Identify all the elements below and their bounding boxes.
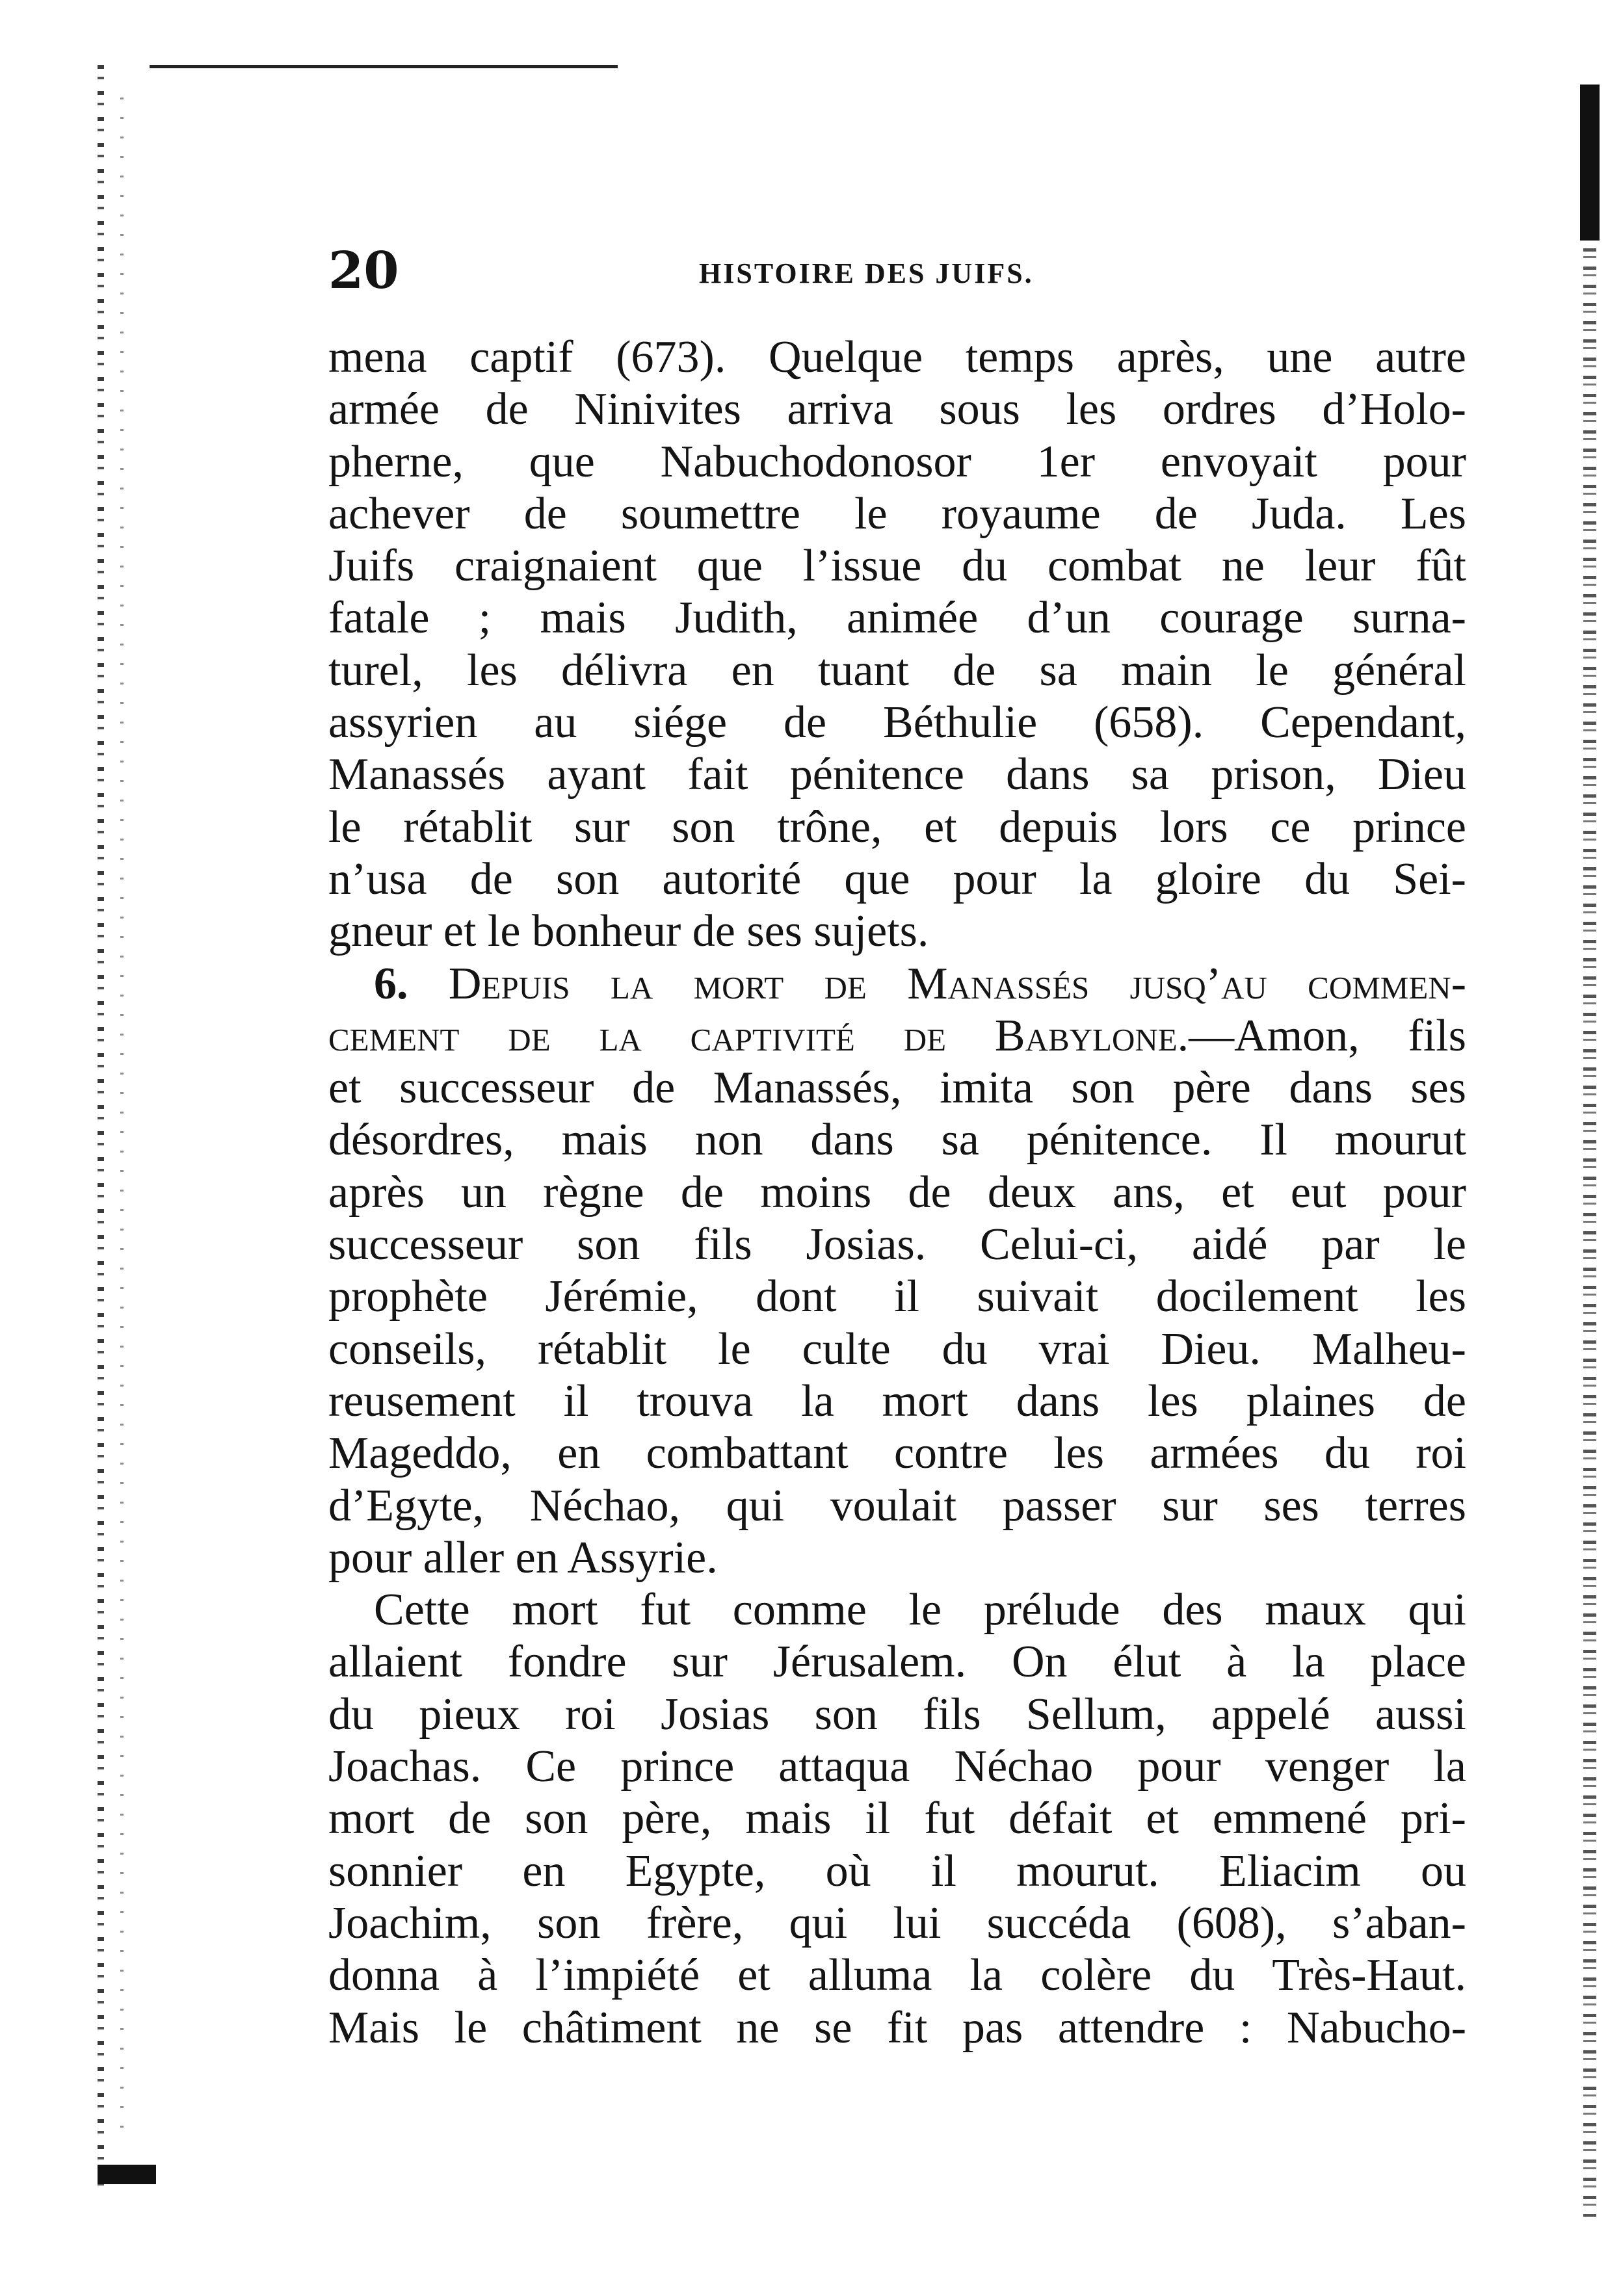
page-number: 20 <box>328 241 399 300</box>
text-line: armée de Ninivites arriva sous les ordres d’Holo- <box>328 384 1466 435</box>
text-line: du pieux roi Josias son fils Sellum, appelé aussi <box>328 1689 1466 1740</box>
text-line: conseils, rétablit le culte du vrai Dieu. Malheu- <box>328 1324 1466 1374</box>
section-heading-line <box>328 958 1466 1010</box>
section-text-start: —Amon, fils <box>1189 1010 1466 1061</box>
text-line: sonnier en Egypte, où il mourut. Eliacim ou <box>328 1846 1466 1896</box>
text-line: achever de soumettre le royaume de Juda. Les <box>328 488 1466 539</box>
text-line: après un règne de moins de deux ans, et eut pour <box>328 1167 1466 1218</box>
scan-edge-left <box>98 65 104 2191</box>
text-line: pour aller en Assyrie. <box>328 1532 718 1583</box>
text-line: turel, les délivra en tuant de sa main le général <box>328 645 1466 696</box>
paragraph-3 <box>328 1584 1466 2054</box>
text-line: n’usa de son autorité que pour la gloire du Sei- <box>328 854 1466 904</box>
text-line: Mageddo, en combattant contre les armées du roi <box>328 1428 1466 1479</box>
text-line: allaient fondre sur Jérusalem. On élut à la place <box>328 1637 1466 1688</box>
scan-edge-left-inner <box>120 98 124 2145</box>
text-line: successeur son fils Josias. Celui-ci, aidé par le <box>328 1220 1466 1270</box>
text-line: Cette mort fut comme le prélude des maux qui <box>374 1585 1466 1636</box>
text-line: assyrien au siége de Béthulie (658). Cependant, <box>328 698 1466 748</box>
text-line: fatale ; mais Judith, animée d’un courage surna- <box>328 593 1466 644</box>
paragraph-1 <box>328 332 1466 958</box>
text-line: gneur et le bonheur de ses sujets. <box>328 906 929 957</box>
text-line: Joachas. Ce prince attaqua Néchao pour venger la <box>328 1742 1466 1792</box>
text-line: le rétablit sur son trône, et depuis lors ce prince <box>328 802 1466 852</box>
section-heading-line <box>328 1010 1466 1062</box>
text-line: désordres, mais non dans sa pénitence. Il mourut <box>328 1115 1466 1166</box>
page-body <box>328 332 1466 2054</box>
page-header <box>328 242 1492 300</box>
scan-edge-right-top <box>1580 85 1600 241</box>
running-title: HISTOIRE DES JUIFS. <box>699 257 1034 289</box>
text-line: mort de son père, mais il fut défait et emmené pri- <box>328 1794 1466 1844</box>
section-heading-part-2: cement de la captivité de Babylone. <box>328 1010 1189 1061</box>
section-6 <box>328 958 1466 1585</box>
text-line: Juifs craignaient que l’issue du combat ne leur fût <box>328 541 1466 592</box>
text-line: et successeur de Manassés, imita son père dans ses <box>328 1063 1466 1114</box>
text-line: prophète Jérémie, dont il suivait docilement les <box>328 1272 1466 1322</box>
text-line: reusement il trouva la mort dans les plaines de <box>328 1376 1466 1426</box>
text-line: donna à l’impiété et alluma la colère du Très-Haut. <box>328 1950 1466 2001</box>
text-line: Mais le châtiment ne se fit pas attendre : Nabucho- <box>328 2002 1466 2053</box>
text-line: Joachim, son frère, qui lui succéda (608), s’aban- <box>328 1898 1466 1948</box>
text-line: Manassés ayant fait pénitence dans sa prison, Dieu <box>328 750 1466 800</box>
text-line: pherne, que Nabuchodonosor 1er envoyait pour <box>328 436 1466 487</box>
scan-edge-top <box>150 65 618 68</box>
section-number: 6. <box>374 958 408 1009</box>
scan-edge-left-foot <box>98 2165 156 2184</box>
section-heading-part-1: Depuis la mort de Manassés jusq’au commen- <box>448 958 1466 1009</box>
text-line: d’Egyte, Néchao, qui voulait passer sur ses terres <box>328 1480 1466 1531</box>
scan-edge-right <box>1583 85 1596 2217</box>
text-line: mena captif (673). Quelque temps après, une autre <box>328 332 1466 382</box>
